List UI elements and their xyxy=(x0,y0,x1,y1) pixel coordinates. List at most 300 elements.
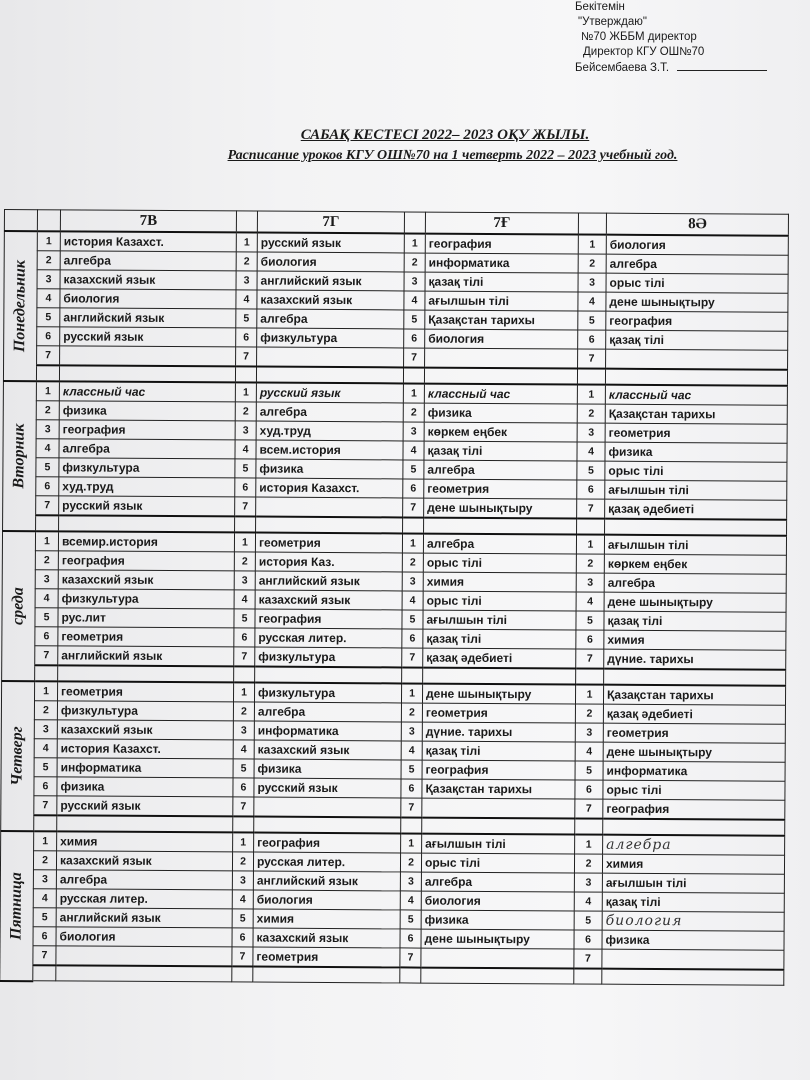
lesson-number: 7 xyxy=(35,646,58,666)
lesson-number: 1 xyxy=(37,231,60,251)
lesson-number: 3 xyxy=(574,873,602,892)
subject-cell: физика xyxy=(602,930,784,950)
subject-cell: алгебра xyxy=(606,254,788,274)
subject-cell: биология xyxy=(60,289,236,309)
subject-cell: геометрия xyxy=(603,723,785,743)
lesson-number: 7 xyxy=(233,797,254,817)
subject-cell: русский язык xyxy=(57,796,233,817)
subject-cell: ағылшын тілі xyxy=(423,610,576,630)
empty-cell xyxy=(421,968,574,984)
subject-cell: алгебра xyxy=(56,870,232,890)
subject-cell: казахский язык xyxy=(57,720,233,740)
lesson-number: 2 xyxy=(232,852,253,871)
subject-cell: география xyxy=(603,799,785,820)
lesson-number: 6 xyxy=(234,628,255,647)
subject-cell: английский язык xyxy=(58,646,234,667)
lesson-number: 6 xyxy=(36,477,59,496)
lesson-number: 4 xyxy=(236,290,257,309)
subject-cell: английский язык xyxy=(257,271,404,291)
empty-cell xyxy=(577,369,605,385)
subject-cell: химия xyxy=(423,572,576,592)
empty-cell xyxy=(400,967,421,983)
lesson-number: 6 xyxy=(233,778,254,797)
subject-cell: ағылшын тілі xyxy=(422,834,575,854)
subject-cell: казахский язык xyxy=(58,570,234,590)
subject-cell: қазақ әдебиеті xyxy=(605,499,787,520)
lesson-number: 1 xyxy=(234,532,255,552)
empty-cell xyxy=(403,367,424,383)
subject-cell: алгебра xyxy=(424,460,577,480)
subject-cell: ағылшын тілі xyxy=(425,291,578,311)
subject-cell: физкультура xyxy=(59,458,235,478)
lesson-number: 1 xyxy=(575,685,603,705)
lesson-number: 6 xyxy=(576,630,604,649)
lesson-number: 4 xyxy=(404,291,425,310)
empty-cell xyxy=(605,519,787,536)
subject-cell: информатика xyxy=(603,761,785,781)
subject-cell: география xyxy=(58,551,234,571)
lesson-number: 2 xyxy=(577,404,605,423)
lesson-number: 7 xyxy=(575,799,603,819)
day-name: Четверг xyxy=(8,726,26,786)
lesson-number: 4 xyxy=(576,592,604,611)
lesson-number: 1 xyxy=(575,834,603,854)
empty-cell xyxy=(256,367,403,384)
subject-cell: орыс тілі xyxy=(421,853,574,873)
lesson-number: 1 xyxy=(36,381,59,401)
lesson-number: 3 xyxy=(234,571,255,590)
subject-cell: география xyxy=(606,311,788,331)
schedule-table xyxy=(0,209,789,986)
subject-cell: физика xyxy=(605,442,787,462)
lesson-number: 5 xyxy=(401,760,422,779)
lesson-number: 6 xyxy=(402,629,423,648)
subject-cell: дүние. тарихы xyxy=(604,649,786,670)
lesson-number: 1 xyxy=(401,683,422,703)
subject-cell: русский язык xyxy=(60,327,236,347)
subject-cell: биология xyxy=(425,329,578,349)
subject-cell: орыс тілі xyxy=(423,553,576,573)
empty-cell xyxy=(34,815,57,831)
empty-cell xyxy=(401,817,422,833)
lesson-number: 4 xyxy=(232,890,253,909)
lesson-number: 7 xyxy=(402,648,423,668)
subject-cell: физика xyxy=(59,401,235,421)
lesson-number: 7 xyxy=(34,796,57,816)
lesson-number: 4 xyxy=(402,591,423,610)
lesson-number: 1 xyxy=(404,233,425,253)
subject-cell: биология xyxy=(602,911,784,931)
lesson-number: 7 xyxy=(400,948,421,968)
lesson-number: 2 xyxy=(233,702,254,721)
lesson-number: 5 xyxy=(37,308,60,327)
subject-cell xyxy=(254,797,401,817)
lesson-number: 2 xyxy=(236,252,257,271)
lesson-number: 2 xyxy=(574,854,602,873)
subject-cell: қазақ тілі xyxy=(425,272,578,292)
lesson-number: 5 xyxy=(400,910,421,929)
class-header: 7Ғ xyxy=(425,212,578,234)
lesson-number: 3 xyxy=(404,272,425,291)
subject-cell: дене шынықтыру xyxy=(422,684,575,704)
subject-cell: русская литер. xyxy=(56,889,232,909)
empty-cell xyxy=(423,668,576,685)
lesson-number: 4 xyxy=(235,440,256,459)
lesson-number: 5 xyxy=(36,458,59,477)
empty-cell xyxy=(604,669,786,686)
subject-cell: қазақ тілі xyxy=(604,611,786,631)
subject-cell: казахский язык xyxy=(56,851,232,871)
empty-cell xyxy=(56,965,232,982)
subject-cell: физика xyxy=(421,910,574,930)
lesson-number: 2 xyxy=(33,851,56,870)
subject-cell: классный час xyxy=(59,381,235,402)
lesson-number: 3 xyxy=(236,271,257,290)
lesson-number: 3 xyxy=(401,722,422,741)
subject-cell: қазақ тілі xyxy=(602,892,784,912)
subject-cell: худ.труд xyxy=(59,477,235,497)
lesson-number: 6 xyxy=(400,929,421,948)
empty-cell xyxy=(36,515,59,531)
subject-cell: география xyxy=(59,420,235,440)
subject-cell: алгебра xyxy=(423,534,576,554)
subject-cell: казахский язык xyxy=(253,928,400,948)
lesson-number: 5 xyxy=(577,461,605,480)
lesson-number: 1 xyxy=(34,831,57,851)
subject-cell: информатика xyxy=(57,758,233,778)
subject-cell: история Казахст. xyxy=(256,478,403,498)
class-header: 8Ә xyxy=(606,213,788,236)
subject-cell: қазақ тілі xyxy=(606,330,788,350)
subject-cell: английский язык xyxy=(255,571,402,591)
lesson-number: 6 xyxy=(574,930,602,949)
subject-cell: физика xyxy=(254,759,401,779)
lesson-number: 4 xyxy=(34,739,57,758)
empty-cell xyxy=(402,667,423,683)
lesson-number: 2 xyxy=(403,403,424,422)
lesson-number: 2 xyxy=(404,253,425,272)
subject-cell: физика xyxy=(424,403,577,423)
subject-cell: география xyxy=(422,760,575,780)
subject-cell: физика xyxy=(57,777,233,797)
subject-cell: русский язык xyxy=(254,778,401,798)
lesson-number: 4 xyxy=(37,289,60,308)
subject-cell: қазақ тілі xyxy=(423,629,576,649)
subject-cell xyxy=(422,798,575,818)
subject-cell: биология xyxy=(421,891,574,911)
subject-cell xyxy=(602,949,784,970)
empty-cell xyxy=(422,818,575,835)
empty-cell xyxy=(59,515,235,532)
lesson-number: 2 xyxy=(401,703,422,722)
lesson-number: 7 xyxy=(36,496,59,516)
day-name: Понедельник xyxy=(11,260,29,353)
empty-cell xyxy=(574,968,602,984)
lesson-number: 7 xyxy=(234,647,255,667)
lesson-number: 4 xyxy=(33,889,56,908)
lesson-number: 3 xyxy=(235,421,256,440)
lesson-number: 5 xyxy=(402,610,423,629)
subject-cell: русская литер. xyxy=(253,852,400,872)
subject-cell: всемир.история xyxy=(58,531,234,552)
subject-cell: көркем еңбек xyxy=(604,554,786,574)
subject-cell xyxy=(56,946,232,967)
lesson-number: 1 xyxy=(35,531,58,551)
lesson-number: 4 xyxy=(578,292,606,311)
day-cell xyxy=(1,681,35,831)
day-cell xyxy=(2,531,36,681)
subject-cell: физика xyxy=(256,459,403,479)
lesson-number: 4 xyxy=(400,891,421,910)
lesson-number: 3 xyxy=(403,422,424,441)
lesson-number: 6 xyxy=(403,479,424,498)
subject-cell: орыс тілі xyxy=(423,591,576,611)
subject-cell: английский язык xyxy=(60,308,236,328)
lesson-number: 7 xyxy=(33,946,56,966)
approval-line: Директор КГУ ОШ№70 xyxy=(583,46,705,58)
lesson-number: 5 xyxy=(233,759,254,778)
subject-cell: қазақ тілі xyxy=(424,441,577,461)
lesson-number: 4 xyxy=(234,590,255,609)
subject-cell xyxy=(257,347,404,367)
lesson-number: 2 xyxy=(37,251,60,270)
subject-cell: ағылшын тілі xyxy=(605,480,787,500)
subject-cell: казахский язык xyxy=(255,590,402,610)
lesson-number: 6 xyxy=(34,777,57,796)
empty-cell xyxy=(235,366,256,382)
lesson-number: 4 xyxy=(577,442,605,461)
subject-cell: геометрия xyxy=(424,479,577,499)
subject-cell: көркем еңбек xyxy=(424,422,577,442)
subject-cell: физкультура xyxy=(254,683,401,703)
empty-cell xyxy=(57,815,233,832)
class-header: 7В xyxy=(60,210,236,233)
subject-cell: физкультура xyxy=(58,589,234,609)
subject-cell: дене шынықтыру xyxy=(603,742,785,762)
empty-cell xyxy=(232,966,253,982)
lesson-number: 7 xyxy=(236,347,257,367)
page-subtitle: Расписание уроков КГУ ОШ№70 на 1 четверть 2022 – 2023 учебный год. xyxy=(227,148,678,163)
subject-cell: орыс тілі xyxy=(606,273,788,293)
lesson-number: 3 xyxy=(577,423,605,442)
empty-cell xyxy=(58,665,234,682)
subject-cell: классный час xyxy=(424,384,577,404)
lesson-number: 1 xyxy=(233,832,254,852)
empty-cell xyxy=(424,368,577,385)
empty-cell xyxy=(256,517,403,534)
lesson-number: 5 xyxy=(232,909,253,928)
day-name: среда xyxy=(9,587,27,626)
subject-cell: худ.труд xyxy=(256,421,403,441)
subject-cell xyxy=(425,348,578,368)
lesson-number: 7 xyxy=(404,348,425,368)
lesson-number: 1 xyxy=(235,382,256,402)
page-title: САБАҚ КЕСТЕСІ 2022– 2023 ОҚУ ЖЫЛЫ. xyxy=(300,127,590,143)
lesson-number: 1 xyxy=(236,232,257,252)
approval-line: Бекітемін xyxy=(575,1,625,13)
lesson-number: 1 xyxy=(401,833,422,853)
lesson-number: 2 xyxy=(36,401,59,420)
subject-cell: география xyxy=(254,833,401,853)
lesson-number: 5 xyxy=(235,459,256,478)
subject-cell: география xyxy=(255,609,402,629)
subject-cell: химия xyxy=(602,854,784,874)
lesson-number: 1 xyxy=(577,385,605,405)
lesson-number: 2 xyxy=(402,553,423,572)
subject-cell: орыс тілі xyxy=(605,461,787,481)
subject-cell: геометрия xyxy=(253,947,400,967)
subject-cell: Қазақстан тарихы xyxy=(422,779,575,799)
lesson-number: 4 xyxy=(233,740,254,759)
subject-cell: биология xyxy=(257,252,404,272)
lesson-number: 5 xyxy=(403,460,424,479)
lesson-number: 1 xyxy=(34,681,57,701)
subject-cell: история Казахст. xyxy=(57,739,233,759)
lesson-number: 6 xyxy=(577,480,605,499)
empty-cell xyxy=(254,817,401,834)
lesson-number: 3 xyxy=(232,871,253,890)
empty-cell xyxy=(255,667,402,684)
lesson-number: 6 xyxy=(232,928,253,947)
lesson-number: 6 xyxy=(401,779,422,798)
subject-cell: ағылшын тілі xyxy=(602,873,784,893)
subject-cell: геометрия xyxy=(605,423,787,443)
subject-cell: Қазақстан тарихы xyxy=(605,404,787,424)
class-header: 7Г xyxy=(257,211,404,233)
lesson-number: 5 xyxy=(34,758,57,777)
subject-cell: қазақ тілі xyxy=(422,741,575,761)
subject-cell: орыс тілі xyxy=(603,780,785,800)
subject-cell: дене шынықтыру xyxy=(606,292,788,312)
lesson-number: 6 xyxy=(35,627,58,646)
lesson-number: 3 xyxy=(578,273,606,292)
signature-blank xyxy=(677,60,767,71)
subject-cell: алгебра xyxy=(603,835,785,856)
lesson-number: 3 xyxy=(36,420,59,439)
lesson-number: 3 xyxy=(575,723,603,742)
subject-cell: география xyxy=(425,234,578,254)
subject-cell: казахский язык xyxy=(60,270,236,290)
subject-cell: алгебра xyxy=(59,439,235,459)
empty-cell xyxy=(253,967,400,983)
subject-cell xyxy=(256,497,403,517)
subject-cell: Қазақстан тарихы xyxy=(425,310,578,330)
subject-cell: алгебра xyxy=(256,402,403,422)
day-cell xyxy=(0,831,34,981)
lesson-number: 6 xyxy=(236,328,257,347)
subject-cell: геометрия xyxy=(58,627,234,647)
subject-cell: рус.лит xyxy=(58,608,234,628)
empty-cell xyxy=(403,517,424,533)
lesson-number: 1 xyxy=(578,235,606,255)
director-name: Бейсембаева З.Т. xyxy=(575,62,670,74)
lesson-number: 5 xyxy=(35,608,58,627)
lesson-number: 3 xyxy=(400,872,421,891)
subject-cell: физкультура xyxy=(57,701,233,721)
subject-cell: алгебра xyxy=(604,573,786,593)
subject-cell: алгебра xyxy=(60,251,236,271)
subject-cell: информатика xyxy=(254,721,401,741)
lesson-number: 2 xyxy=(575,704,603,723)
approval-line: №70 ЖББМ директор xyxy=(581,31,697,43)
lesson-number: 5 xyxy=(404,310,425,329)
lesson-number: 5 xyxy=(574,911,602,930)
subject-cell: русский язык xyxy=(59,496,235,517)
empty-cell xyxy=(602,969,784,986)
lesson-number: 6 xyxy=(404,329,425,348)
subject-cell: химия xyxy=(57,831,233,852)
empty-cell xyxy=(603,819,785,836)
day-cell xyxy=(3,381,37,531)
lesson-number: 3 xyxy=(35,570,58,589)
empty-cell xyxy=(234,666,255,682)
lesson-number: 1 xyxy=(403,383,424,403)
empty-cell xyxy=(424,518,577,535)
lesson-number: 2 xyxy=(578,254,606,273)
empty-cell xyxy=(576,669,604,685)
subject-cell: дүние. тарихы xyxy=(422,722,575,742)
lesson-number: 7 xyxy=(403,498,424,518)
subject-cell: история Казахст. xyxy=(60,231,236,252)
empty-cell xyxy=(605,369,787,386)
lesson-number: 7 xyxy=(37,346,60,366)
subject-cell: история Каз. xyxy=(255,552,402,572)
subject-cell: русский язык xyxy=(256,383,403,403)
subject-cell: казахский язык xyxy=(257,290,404,310)
lesson-number: 4 xyxy=(403,441,424,460)
subject-cell xyxy=(60,346,236,367)
lesson-number: 7 xyxy=(576,649,604,669)
empty-cell xyxy=(577,519,605,535)
subject-cell: классный час xyxy=(605,385,787,406)
subject-cell: химия xyxy=(604,630,786,650)
lesson-number: 5 xyxy=(234,609,255,628)
subject-cell: геометрия xyxy=(255,533,402,553)
subject-cell: физкультура xyxy=(257,328,404,348)
subject-cell: английский язык xyxy=(253,871,400,891)
lesson-number: 6 xyxy=(575,780,603,799)
lesson-number: 3 xyxy=(37,270,60,289)
lesson-number: 4 xyxy=(574,892,602,911)
empty-cell xyxy=(575,818,603,834)
subject-cell: дене шынықтыру xyxy=(421,929,574,949)
subject-cell: биология xyxy=(56,927,232,947)
subject-cell: химия xyxy=(253,909,400,929)
subject-cell: ағылшын тілі xyxy=(604,535,786,556)
lesson-number: 5 xyxy=(236,309,257,328)
lesson-number: 1 xyxy=(576,535,604,555)
lesson-number: 1 xyxy=(233,682,254,702)
lesson-number: 2 xyxy=(235,402,256,421)
approval-line: "Утверждаю" xyxy=(578,16,647,28)
subject-cell: геометрия xyxy=(422,703,575,723)
lesson-number: 5 xyxy=(578,311,606,330)
lesson-number: 1 xyxy=(402,533,423,553)
approval-signature-line xyxy=(575,60,805,76)
subject-cell: дене шынықтыру xyxy=(604,592,786,612)
subject-cell xyxy=(421,948,574,968)
subject-cell: биология xyxy=(606,235,788,256)
subject-cell: дене шынықтыру xyxy=(424,498,577,518)
lesson-number: 3 xyxy=(576,573,604,592)
subject-cell: информатика xyxy=(425,253,578,273)
lesson-number: 2 xyxy=(234,552,255,571)
subject-cell: русский язык xyxy=(257,233,404,253)
lesson-number: 2 xyxy=(35,551,58,570)
lesson-number: 7 xyxy=(574,949,602,969)
day-name: Пятница xyxy=(7,871,25,940)
approval-block xyxy=(575,0,805,76)
